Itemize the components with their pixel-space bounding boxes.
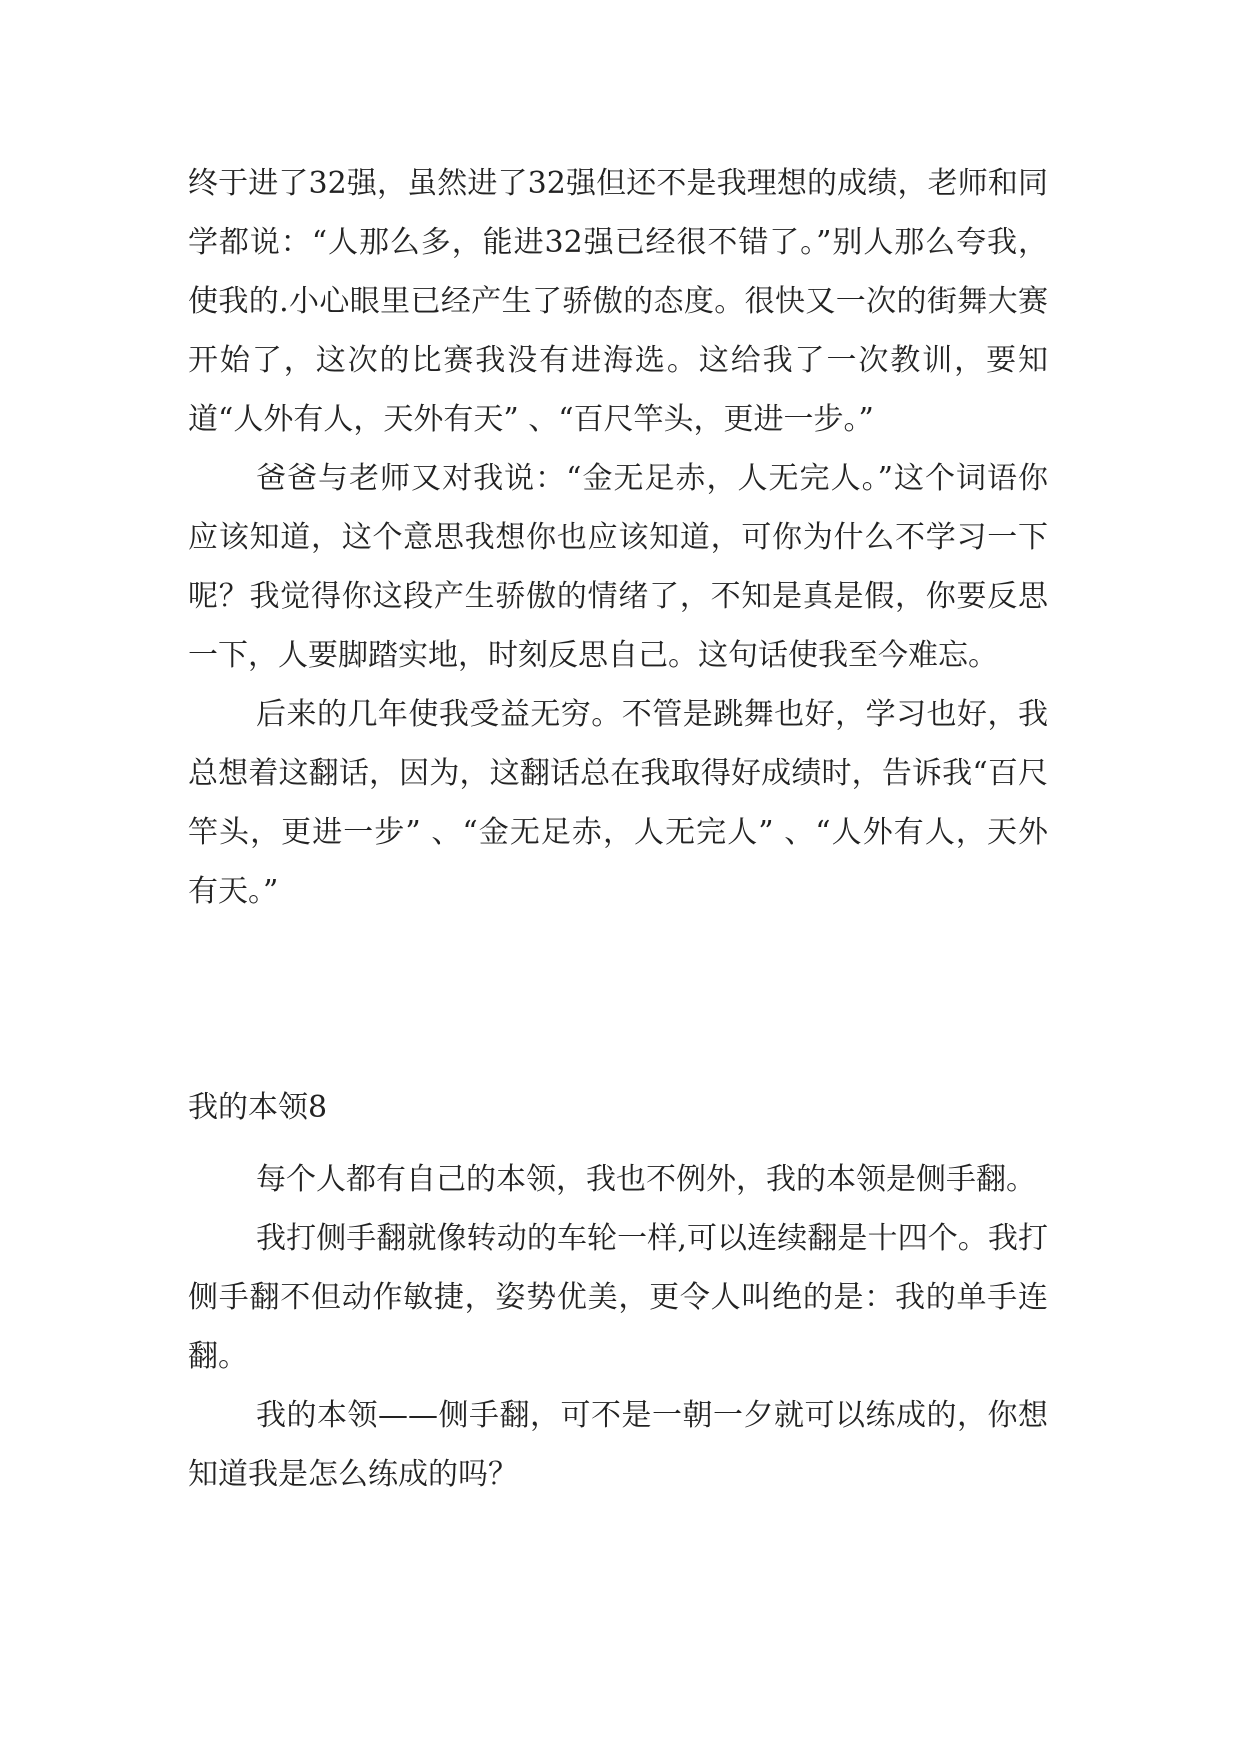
essay-section-2 (188, 1150, 1048, 1504)
paragraph-4: 每个人都有自己的本领，我也不例外，我的本领是侧手翻。 (256, 1162, 1036, 1197)
paragraph-6: 我的本领——侧手翻，可不是一朝一夕就可以练成的，你想知道我是怎么练成的吗？ (188, 1398, 1048, 1492)
essay-section-1 (188, 154, 1048, 921)
paragraph-5: 我打侧手翻就像转动的车轮一样,可以连续翻是十四个。我打侧手翻不但动作敏捷，姿势优美，更令人叫绝的是：我的单手连翻。 (188, 1221, 1048, 1374)
paragraph-3: 后来的几年使我受益无穷。不管是跳舞也好，学习也好，我总想着这翻话，因为，这翻话总在我取得好成绩时，告诉我“百尺竿头，更进一步” 、“金无足赤，人无完人” 、“人外有人，天外有天。” (188, 697, 1048, 909)
paragraph-2: 爸爸与老师又对我说：“金无足赤，人无完人。”这个词语你应该知道，这个意思我想你也应该知道，可你为什么不学习一下呢？我觉得你这段产生骄傲的情绪了，不知是真是假，你要反思一下，人要脚踏实地，时刻反思自己。这句话使我至今难忘。 (188, 461, 1048, 673)
essay-title: 我的本领8 (188, 1090, 328, 1125)
paragraph-1: 终于进了32强，虽然进了32强但还不是我理想的成绩，老师和同学都说：“人那么多，能进32强已经很不错了。”别人那么夸我，使我的.小心眼里已经产生了骄傲的态度。很快又一次的街舞大赛开始了，这次的比赛我没有进海选。这给我了一次教训，要知道“人外有人，天外有天” 、“百尺竿头，更进一步。” (188, 166, 1048, 437)
